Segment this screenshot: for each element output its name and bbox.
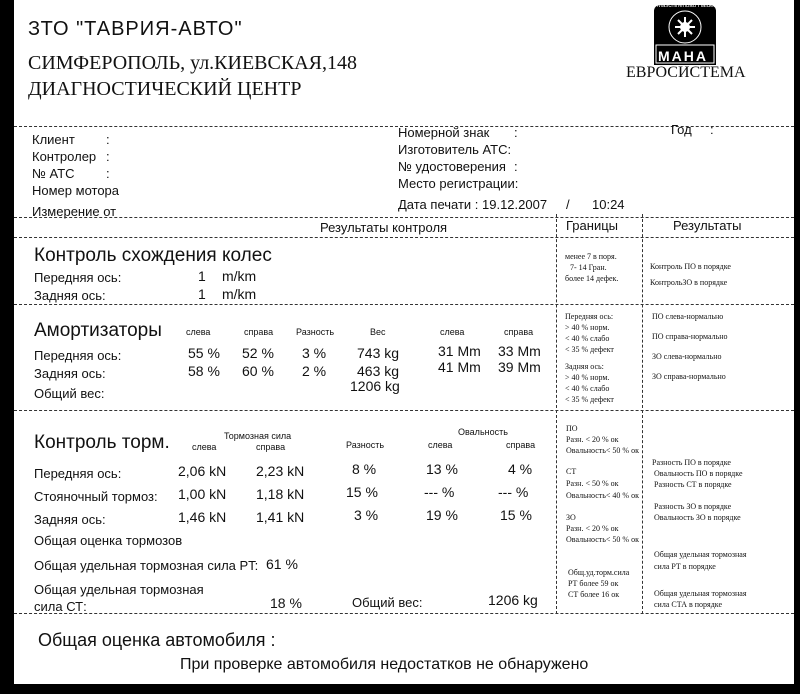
brakes-result: Разность ПО в порядке — [652, 458, 731, 467]
limits-column-divider — [556, 214, 557, 614]
alignment-result: КонтрольЗО в порядке — [650, 278, 728, 287]
brakes-row-label: Задняя ось: — [34, 512, 106, 527]
brakes-result: Овальность ПО в порядке — [654, 469, 743, 478]
brakes-pt-label: Общая удельная тормозная сила PT: — [34, 558, 259, 573]
brakes-overall-label: Общая оценка тормозов — [34, 533, 183, 548]
brakes-result: Овальность ЗО в порядке — [654, 513, 741, 522]
brakes-total-weight-value: 1206 kg — [488, 592, 538, 608]
shocks-rear-label: Задняя ось: — [34, 366, 106, 381]
shocks-front-label: Передняя ось: — [34, 348, 122, 363]
shocks-front-right: 52 % — [242, 345, 274, 361]
registration-label: Место регистрации: — [398, 176, 519, 191]
shocks-limit: < 35 % дефект — [565, 395, 614, 404]
shocks-result: ЗО справа-нормально — [652, 372, 726, 381]
brakes-result: Разность СТ в порядке — [654, 480, 732, 489]
shocks-result: ЗО слева-нормально — [652, 352, 722, 361]
brakes-header-diff: Разность — [346, 440, 385, 450]
certificate-label: № удостоверения — [398, 159, 506, 174]
logo-arc-text: Maschinenbau Haldenwang — [657, 3, 732, 9]
shocks-header-left: слева — [186, 327, 211, 337]
shocks-front-weight: 743 kg — [357, 345, 400, 361]
print-date: Дата печати : 19.12.2007 — [398, 197, 548, 212]
brakes-result: Разность ЗО в порядке — [654, 502, 732, 511]
brakes-limit: РТ более 59 ок — [568, 579, 619, 588]
scan-edge-left — [0, 0, 14, 694]
alignment-front-label: Передняя ось: — [34, 270, 122, 285]
brakes-limit: ЗО — [566, 513, 576, 522]
maha-logo — [654, 3, 732, 65]
brakes-header-force: Тормозная сила — [224, 431, 292, 441]
brakes-pt-value: 61 % — [266, 556, 298, 572]
shocks-limit: < 35 % дефект — [565, 345, 614, 354]
brakes-ct-label: сила СТ: — [34, 599, 87, 614]
brakes-row-oval-right: 15 % — [500, 507, 532, 523]
brakes-row-oval-left: 19 % — [426, 507, 458, 523]
alignment-limit: менее 7 в поря. — [565, 252, 617, 261]
print-time: 10:24 — [592, 197, 625, 212]
year-label: Год — [671, 122, 692, 137]
shocks-limit: Передняя ось: — [565, 312, 614, 321]
company-name: ЗТО "ТАВРИЯ-АВТО" — [28, 18, 243, 40]
colon: : — [710, 122, 714, 137]
brakes-result: сила РТ в порядке — [654, 562, 716, 571]
shocks-total-label: Общий вес: — [34, 386, 105, 401]
engine-label: Номер мотора — [32, 183, 120, 198]
alignment-front-unit: m/km — [222, 268, 257, 284]
shocks-limit: > 40 % норм. — [565, 323, 610, 332]
ats-label: № АТС — [32, 166, 75, 181]
shocks-header-weight: Вес — [370, 327, 386, 337]
logo-text: MAHA — [658, 48, 708, 64]
brakes-row-oval-left: --- % — [424, 484, 455, 500]
scan-edge-right — [794, 0, 800, 694]
brakes-limit: Разн. < 20 % ок — [566, 435, 619, 444]
shocks-header-diff: Разность — [296, 327, 335, 337]
brakes-row-diff: 3 % — [354, 507, 379, 523]
brakes-title: Контроль торм. — [34, 432, 170, 453]
shocks-limit: < 40 % слабо — [565, 384, 610, 393]
brakes-row-right: 2,23 kN — [256, 463, 305, 479]
brakes-limit: Овальность< 40 % ок — [566, 491, 639, 500]
col-results: Результаты — [673, 218, 742, 233]
brakes-row-oval-right: --- % — [498, 484, 529, 500]
brakes-limit: Общ.уд.торм.сила — [568, 568, 630, 577]
shocks-front-right2: 33 Mm — [498, 343, 541, 359]
shocks-header-right2: справа — [504, 327, 534, 337]
alignment-front-value: 1 — [198, 268, 206, 284]
shocks-front-diff: 3 % — [302, 345, 327, 361]
shocks-limit: < 40 % слабо — [565, 334, 610, 343]
brakes-row-left: 1,00 kN — [178, 486, 227, 502]
controller-label: Контролер — [32, 149, 97, 164]
shocks-rear-right: 60 % — [242, 363, 274, 379]
manufacturer-label: Изготовитель АТС: — [398, 142, 512, 157]
col-results-control: Результаты контроля — [320, 220, 448, 235]
shocks-result: ПО справа-нормально — [652, 332, 728, 341]
brakes-row-left: 1,46 kN — [178, 509, 227, 525]
brand-name: ЕВРОСИСТЕМА — [626, 64, 746, 81]
center-name: ДИАГНОСТИЧЕСКИЙ ЦЕНТР — [28, 78, 302, 100]
brakes-limit: Овальность< 50 % ок — [566, 535, 639, 544]
section-divider — [14, 304, 794, 305]
measured-by-label: Измерение от — [32, 204, 117, 219]
brakes-row-right: 1,41 kN — [256, 509, 305, 525]
shocks-rear-weight: 463 kg — [357, 363, 400, 379]
shocks-front-left: 55 % — [188, 345, 220, 361]
brakes-ct-value: 18 % — [270, 595, 302, 611]
shocks-result: ПО слева-нормально — [652, 312, 724, 321]
colon: : — [514, 159, 518, 174]
brakes-result: Общая удельная тормозная — [654, 589, 747, 598]
results-column-divider — [642, 214, 643, 614]
section-divider — [14, 410, 794, 411]
brakes-result: Общая удельная тормозная — [654, 550, 747, 559]
brakes-header-right: справа — [256, 442, 286, 452]
brakes-header-oval-right: справа — [506, 440, 536, 450]
brakes-limit: СТ — [566, 467, 577, 476]
colon: : — [106, 149, 110, 164]
shocks-title: Амортизаторы — [34, 320, 162, 341]
slash: / — [566, 197, 570, 212]
table-header-line — [14, 237, 794, 238]
brakes-header-oval: Овальность — [458, 427, 508, 437]
shocks-limit: Задняя ось: — [565, 362, 604, 371]
shocks-rear-left2: 41 Mm — [438, 359, 481, 375]
company-address: СИМФЕРОПОЛЬ, ул.КИЕВСКАЯ,148 — [28, 52, 357, 74]
brakes-limit: Разн. < 20 % ок — [566, 524, 619, 533]
shocks-rear-right2: 39 Mm — [498, 359, 541, 375]
shocks-rear-diff: 2 % — [302, 363, 327, 379]
table-bottom-line — [14, 613, 794, 614]
brakes-limit: ПО — [566, 424, 578, 433]
shocks-limit: > 40 % норм. — [565, 373, 610, 382]
brakes-row-label: Передняя ось: — [34, 466, 122, 481]
shocks-front-left2: 31 Mm — [438, 343, 481, 359]
vehicle-conclusion: При проверке автомобиля недостатков не обнаружено — [180, 656, 589, 673]
shocks-rear-left: 58 % — [188, 363, 220, 379]
shocks-header-right: справа — [244, 327, 274, 337]
brakes-row-diff: 15 % — [346, 484, 378, 500]
shocks-header-left2: слева — [440, 327, 465, 337]
vehicle-overall-label: Общая оценка автомобиля : — [38, 630, 276, 650]
colon: : — [106, 166, 110, 181]
alignment-rear-unit: m/km — [222, 286, 257, 302]
shocks-total-weight: 1206 kg — [350, 378, 400, 394]
alignment-title: Контроль схождения колес — [34, 245, 272, 266]
client-label: Клиент — [32, 132, 75, 147]
brakes-row-right: 1,18 kN — [256, 486, 305, 502]
brakes-limit: СТ более 16 ок — [568, 590, 620, 599]
brakes-row-left: 2,06 kN — [178, 463, 227, 479]
colon: : — [106, 132, 110, 147]
alignment-limit: 7- 14 Гран. — [570, 263, 607, 272]
alignment-limit: более 14 дефек. — [565, 274, 619, 283]
col-limits: Границы — [566, 218, 618, 233]
brakes-result: сила СТА в порядке — [654, 600, 723, 609]
scan-edge-bottom — [0, 684, 800, 694]
brakes-row-oval-right: 4 % — [508, 461, 533, 477]
brakes-limit: Овальность< 50 % ок — [566, 446, 639, 455]
brakes-limit: Разн. < 50 % ок — [566, 479, 619, 488]
alignment-rear-label: Задняя ось: — [34, 288, 106, 303]
colon: : — [514, 125, 518, 140]
brakes-header-oval-left: слева — [428, 440, 453, 450]
brakes-row-label: Стояночный тормоз: — [34, 489, 158, 504]
alignment-result: Контроль ПО в порядке — [650, 262, 731, 271]
plate-label: Номерной знак — [398, 125, 490, 140]
brakes-row-oval-left: 13 % — [426, 461, 458, 477]
brakes-ct-label: Общая удельная тормозная — [34, 582, 204, 597]
brakes-row-diff: 8 % — [352, 461, 377, 477]
alignment-rear-value: 1 — [198, 286, 206, 302]
brakes-total-weight-label: Общий вес: — [352, 595, 423, 610]
brakes-header-left: слева — [192, 442, 217, 452]
